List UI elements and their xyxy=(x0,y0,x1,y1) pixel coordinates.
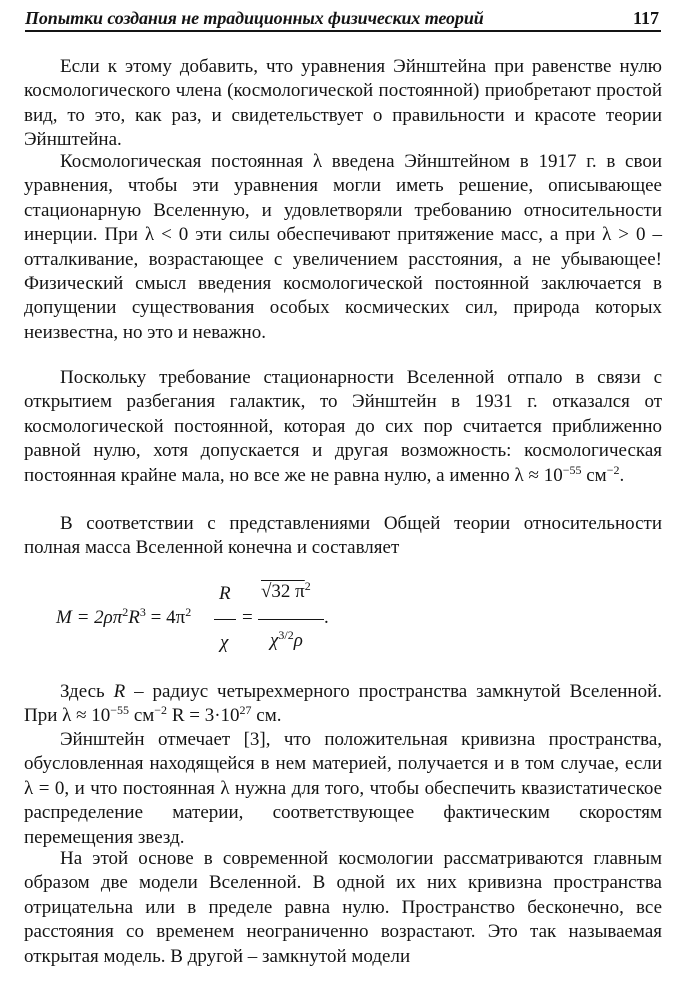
page-number: 117 xyxy=(632,8,659,28)
paragraph-3 xyxy=(24,366,662,488)
formula-lhs: $M = 2\rho\pi^2R^3 = 4\pi^2$ xyxy=(56,605,192,628)
equals-sign: = xyxy=(242,607,253,628)
paragraph-5-exponent-1: −55 xyxy=(110,703,130,718)
fraction-1-numerator: R xyxy=(219,583,231,604)
paragraph-5-exponent-3: 27 xyxy=(239,703,252,718)
fraction-1-bar xyxy=(214,619,236,620)
fraction-1-denominator: χ xyxy=(220,632,229,653)
fraction-2-numerator: √32 $\pi^2$ xyxy=(261,579,311,602)
running-title: Попытки создания не традиционных физических теорий xyxy=(25,8,484,28)
paragraph-2: Космологическая постоянная λ введена Эйнштейном в 1917 г. в свои уравнения, чтобы эти уравнения могли иметь решение, описывающее стационарную Вселенную, и удовлетворяли требованию относительности инерции. При λ < 0 эти силы обеспечивают притяжение масс, а при λ > 0 – отталкивание, возрастающее с увеличением расстояния, а не убывающее! Физический смысл введения космологической постоянной заключается в допущении существования особых космических сил, природа которых неизвестна, но это и неважно. xyxy=(24,151,662,343)
paragraph-1: Если к этому добавить, что уравнения Эйнштейна при равенстве нулю космологического члена (космологической постоянной) приобретают простой вид, то это, как раз, и свидетельствует о правильности и красоте теории Эйнштейна. xyxy=(24,56,662,151)
paragraph-3-exponent-1: −55 xyxy=(562,462,582,477)
paragraph-6: Эйнштейн отмечает [3], что положительная кривизна пространства, обусловленная находящейся в нем материей, получается и в том случае, если λ = 0, и что постоянная λ нужна для того, чтобы обеспечить квазистатическое распределение материи, соответствующее фактическим скоростям перемещения звезд. xyxy=(24,729,662,848)
paragraph-5-symbol-r: R xyxy=(113,681,126,702)
fraction-2-bar xyxy=(258,619,324,620)
formula-period: . xyxy=(324,607,329,628)
mass-formula xyxy=(56,578,376,658)
page-header xyxy=(25,6,661,32)
paragraph-7: На этой основе в современной космологии рассматриваются главным образом две модели Вселенной. В одной их них кривизна пространства отрицательна или в пределе равна нулю. Пространство бесконечно, все расстояния со временем неограниченно возрастают. Это так называемая открытая модель. В другой – замкнутой модели xyxy=(24,848,662,967)
paragraph-5-radius: R = 3·10 xyxy=(167,705,240,727)
paragraph-4: В соответствии с представлениями Общей теории относительности полная масса Вселенной конечна и составляет xyxy=(24,513,662,559)
paragraph-5 xyxy=(24,680,662,729)
paragraph-3-end: . xyxy=(619,464,625,486)
fraction-2-denominator: $\chi^{3/2}\rho$ xyxy=(270,628,303,651)
paragraph-5-end: см. xyxy=(251,705,282,727)
paragraph-5-exponent-2: −2 xyxy=(154,703,168,718)
paragraph-5-text: – радиус четырехмерного пространства замкнутой Вселенной. При λ ≈ 10 xyxy=(24,681,663,727)
paragraph-3-text: Поскольку требование стационарности Вселенной отпало в связи с открытием разбегания галактик, то Эйнштейн в 1931 г. отказался от космологической постоянной, которая до сих пор считается приближенно равной нулю, хотя допускается и другая возможность: космологическая постоянная крайне мала, но все же не равна нулю, а именно λ ≈ 10 xyxy=(24,367,662,486)
paragraph-3-unit: см xyxy=(581,464,607,486)
paragraph-3-exponent-2: −2 xyxy=(606,462,620,477)
paragraph-5-lead: Здесь xyxy=(60,681,114,702)
paragraph-5-unit: см xyxy=(129,705,155,727)
